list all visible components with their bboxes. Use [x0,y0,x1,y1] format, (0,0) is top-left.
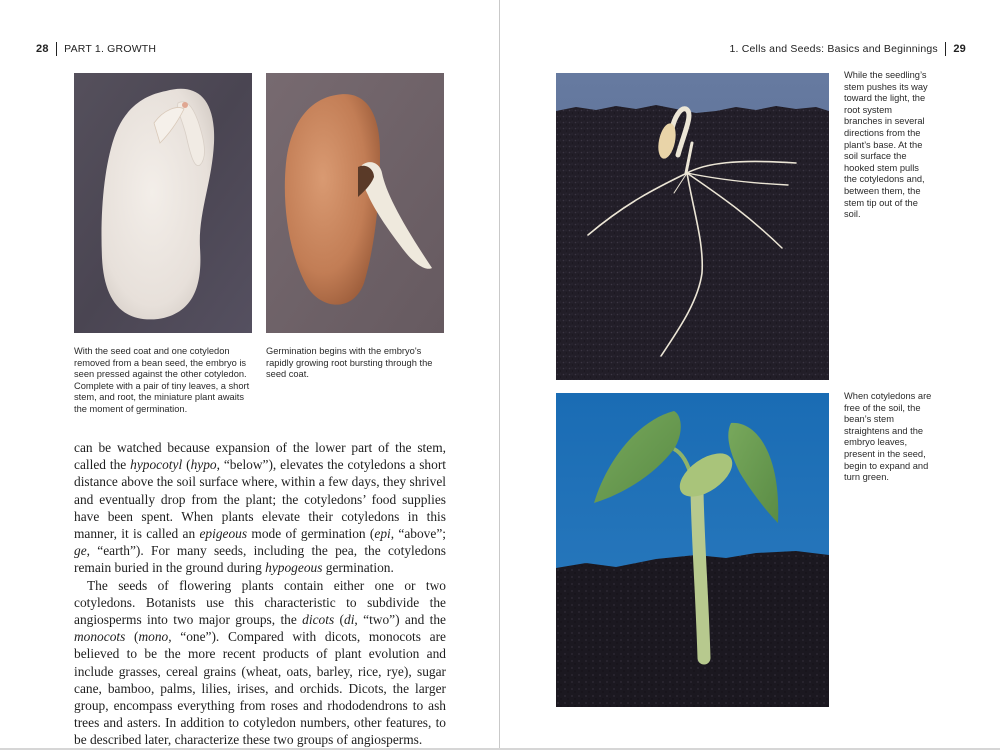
photo-bean-seedling [556,393,829,707]
body-text [74,439,446,749]
photo-bean-embryo [74,73,252,333]
caption-seedling-roots: While the seedling’s stem pushes its way toward the light, the root system branches in several directions from the plant’s base. At the soil surface the hooked stem pulls the cotyledons and, between them, the stem tip out of the soil. [844,70,928,220]
right-running-head [729,42,966,56]
caption-bean-embryo: With the seed coat and one cotyledon removed from a bean seed, the embryo is seen pressed against the other cotyledon. Complete with a pair of tiny leaves, a short stem, and root, the miniature plant awaits the moment of germination. [74,346,250,414]
running-head-divider [945,42,947,56]
photo-germinating-bean [266,73,444,333]
page-gutter [499,0,500,750]
page-number-left: 28 [36,43,49,55]
caption-bean-seedling: When cotyledons are free of the soil, the bean’s stem straightens and the embryo leaves, present in the seed, begin to expand and turn green. [844,391,932,483]
part-title: PART 1. GROWTH [64,43,157,55]
caption-germinating-bean: Germination begins with the embryo's rapidly growing root bursting through the seed coat. [266,346,433,380]
running-head-divider [56,42,58,56]
chapter-title: 1. Cells and Seeds: Basics and Beginnings [729,43,938,55]
left-running-head [36,42,156,56]
paragraph-cotyledons: The seeds of flowering plants contain either one or two cotyledons. Botanists use this characteristic to subdivide the angiosperms into two major groups, the dicots (di, “two”) and the monocots (mono, “one”). Compared with dicots, monocots are believed to be the more recent products of plant evolution and include grasses, cereal grains (wheat, oats, barley, rice, rye), sugar cane, bamboo, palms, lilies, irises, and orchids. Dicots, the larger group, encompass everything from roses and rhododendrons to ash trees and asters. In addition to cotyledon numbers, other features, to be described later, characterize these two groups of angiosperms. [74,577,446,748]
page-number-right: 29 [953,43,966,55]
photo-seedling-roots [556,73,829,380]
paragraph-epigeous: can be watched because expansion of the lower part of the stem, called the hypocotyl (hypo, “below”), elevates the cotyledons a short distance above the soil surface where, within a few days, they shrivel and eventually drop from the plant; the cotyledons’ food supplies have been spent. When plants elevate their cotyledons in this manner, it is called an epigeous mode of germination (epi, “above”; ge, “earth”). For many seeds, including the pea, the cotyledons remain buried in the ground during hypogeous germination. [74,440,447,576]
